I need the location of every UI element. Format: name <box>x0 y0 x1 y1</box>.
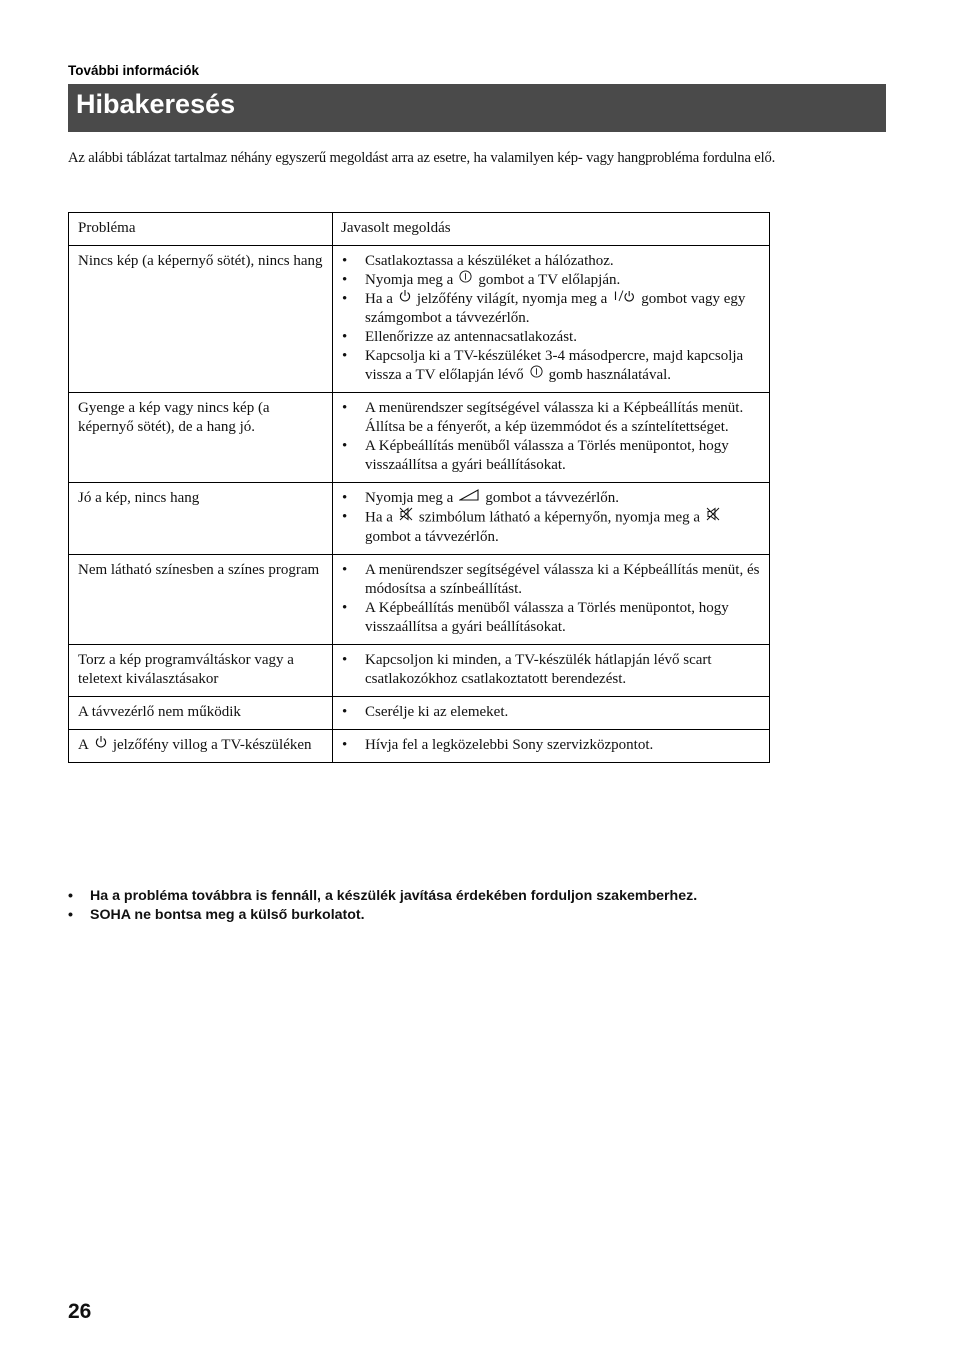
solution-list <box>341 252 760 385</box>
table-row <box>69 393 770 483</box>
table-row <box>69 246 770 393</box>
header-problem: Probléma <box>69 213 333 246</box>
text-fragment: gombot vagy egy számgombot a távvezérlőn. <box>365 291 746 327</box>
standby-icon <box>95 735 107 754</box>
text-fragment: Ha a <box>365 291 393 308</box>
text-fragment: Kapcsolja ki a TV-készüléket 3-4 másodpercre, majd kapcsolja vissza a TV előlapján lévő <box>365 348 744 384</box>
note-item: • Ha a probléma továbbra is fennáll, a készülék javítása érdekében forduljon szakemberhez. <box>68 887 697 906</box>
text-fragment: Csatlakoztassa a készüléket a hálózathoz. <box>365 253 614 269</box>
title-bar <box>68 84 886 132</box>
solution-list <box>341 703 760 722</box>
solution-cell <box>333 555 770 645</box>
solution-cell <box>333 246 770 393</box>
table-row <box>69 730 770 763</box>
solution-item <box>341 252 760 271</box>
solution-item <box>341 437 760 475</box>
solution-item <box>341 561 760 599</box>
solution-cell <box>333 697 770 730</box>
text-fragment: A Képbeállítás menüből válassza a Törlés menüpontot, hogy visszaállítsa a gyári beállításokat. <box>365 438 729 474</box>
text-fragment: gombot a TV előlapján. <box>478 272 621 288</box>
solution-item <box>341 328 760 347</box>
problem-cell: Nem látható színesben a színes program <box>69 555 333 645</box>
table-header-row <box>69 213 770 246</box>
text-fragment: Nyomja meg a <box>365 272 454 288</box>
solution-cell <box>333 730 770 763</box>
solution-item <box>341 703 760 722</box>
standby-icon <box>399 289 411 308</box>
solution-item <box>341 489 760 508</box>
mute-icon <box>706 507 720 527</box>
solution-item <box>341 399 760 437</box>
text-fragment: A menürendszer segítségével válassza ki a Képbeállítás menüt. Állítsa be a fényerőt, a kép üzemmódot és a színtelítettséget. <box>365 400 744 436</box>
page-number: 26 <box>68 1300 92 1323</box>
text-fragment: A <box>78 737 89 754</box>
solution-list <box>341 399 760 475</box>
problem-cell: A távvezérlő nem működik <box>69 697 333 730</box>
solution-item <box>341 271 760 290</box>
text-fragment: Cserélje ki az elemeket. <box>365 704 509 721</box>
table-row <box>69 645 770 697</box>
text-fragment: gombot a távvezérlőn. <box>365 529 499 546</box>
solution-list <box>341 736 760 755</box>
solution-item <box>341 651 760 689</box>
problem-cell: Nincs kép (a képernyő sötét), nincs hang <box>69 246 333 393</box>
table-row <box>69 483 770 555</box>
solution-list <box>341 651 760 689</box>
text-fragment: szimbólum látható a képernyőn, nyomja meg a <box>418 509 701 526</box>
intro-paragraph: Az alábbi táblázat tartalmaz néhány egyszerű megoldást arra az esetre, ha valamilyen kép- vagy hangprobléma fordulna elő. <box>68 150 776 166</box>
solution-list <box>341 489 760 547</box>
power-main-icon <box>530 365 543 384</box>
text-fragment: Kapcsoljon ki minden, a TV-készülék hátlapján lévő scart csatlakozókhoz csatlakoztatott berendezést. <box>365 652 712 688</box>
solution-item <box>341 736 760 755</box>
text-fragment: Nyomja meg a <box>365 490 454 507</box>
text-fragment: jelzőfény világít, nyomja meg a <box>416 291 608 308</box>
text-fragment: Ellenőrizze az antennacsatlakozást. <box>365 329 577 346</box>
notes-list <box>68 887 697 925</box>
text-fragment: A menürendszer segítségével válassza ki a Képbeállítás menüt, és módosítsa a színbeállítást. <box>365 562 760 598</box>
solution-item <box>341 290 760 328</box>
text-fragment: gomb használatával. <box>548 367 672 384</box>
problem-cell: Jó a kép, nincs hang <box>69 483 333 555</box>
solution-item <box>341 347 760 385</box>
text-fragment: A Képbeállítás menüből válassza a Törlés menüpontot, hogy visszaállítsa a gyári beállításokat. <box>365 600 729 636</box>
page-title: Hibakeresés <box>76 89 236 119</box>
text-fragment: Ha a <box>365 509 393 526</box>
table-row <box>69 555 770 645</box>
troubleshooting-table <box>68 212 770 763</box>
text-fragment: gombot a távvezérlőn. <box>485 490 620 507</box>
note-item: • SOHA ne bontsa meg a külső burkolatot. <box>68 906 697 925</box>
solution-item <box>341 508 760 547</box>
solution-list <box>341 561 760 637</box>
problem-cell: Torz a kép programváltáskor vagy a teletext kiválasztásakor <box>69 645 333 697</box>
problem-cell: Gyenge a kép vagy nincs kép (a képernyő sötét), de a hang jó. <box>69 393 333 483</box>
text-fragment: jelzőfény villog a TV-készüléken <box>112 737 312 754</box>
solution-cell <box>333 645 770 697</box>
table-row <box>69 697 770 730</box>
header-solution: Javasolt megoldás <box>333 213 770 246</box>
text-fragment: Hívja fel a legközelebbi Sony szervizközpontot. <box>365 737 654 754</box>
power-toggle-icon <box>613 289 635 308</box>
volume-icon <box>459 488 479 507</box>
section-label: További információk <box>68 63 200 78</box>
solution-item <box>341 599 760 637</box>
power-main-icon <box>459 270 472 289</box>
problem-cell <box>69 730 333 763</box>
solution-cell <box>333 483 770 555</box>
solution-cell <box>333 393 770 483</box>
mute-icon <box>399 507 413 527</box>
